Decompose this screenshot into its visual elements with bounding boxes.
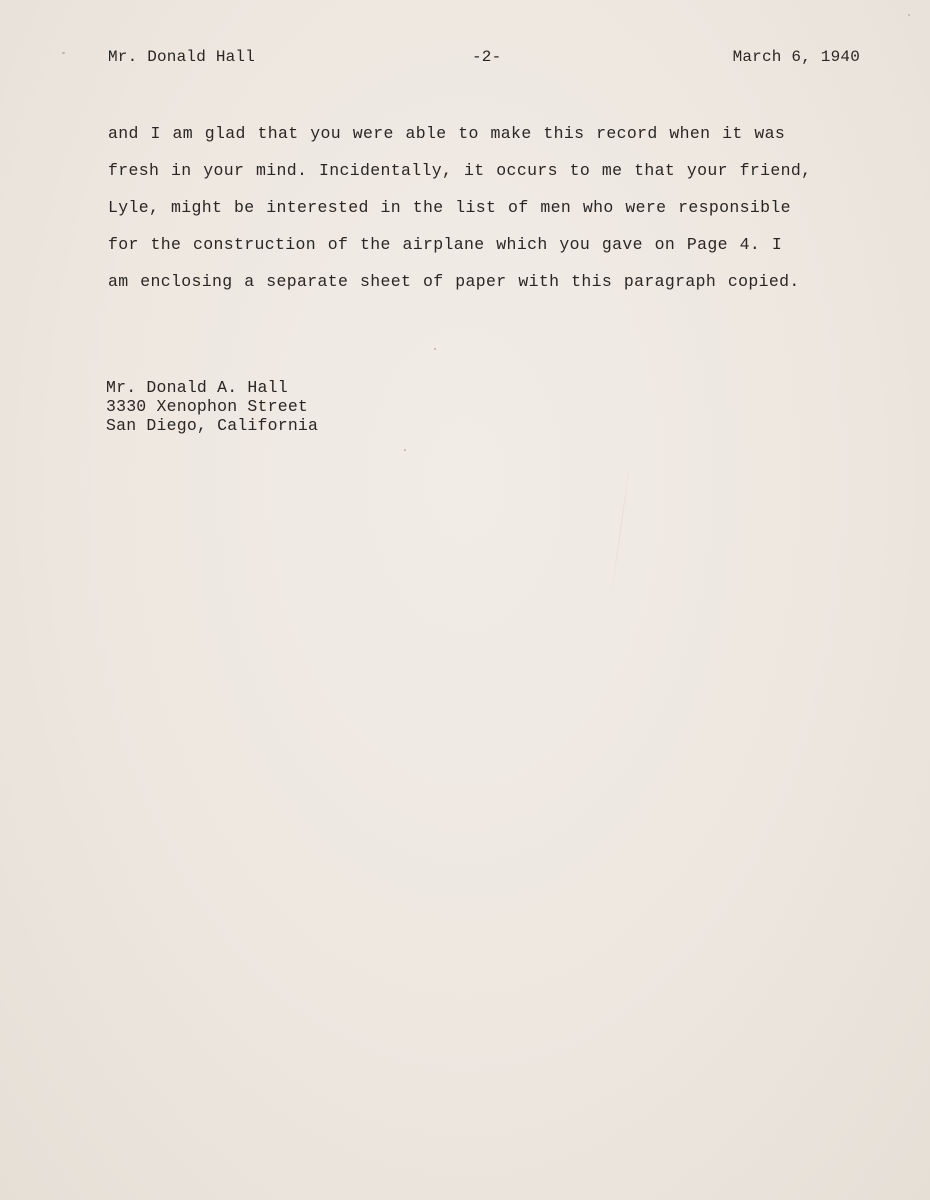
address-street: 3330 Xenophon Street <box>106 397 309 416</box>
header-recipient: Mr. Donald Hall <box>108 48 256 66</box>
letter-header <box>108 48 860 72</box>
paper-speck <box>404 449 406 451</box>
body-line: fresh in your mind. Incidentally, it occurs to me that your friend, <box>108 161 812 180</box>
paper-speck <box>908 14 910 16</box>
paper-speck <box>434 348 436 350</box>
header-date: March 6, 1940 <box>732 48 860 66</box>
address-city: San Diego, California <box>106 416 319 435</box>
paper-speck <box>62 52 65 54</box>
body-line: am enclosing a separate sheet of paper with this paragraph copied. <box>108 272 800 291</box>
paper-crease <box>612 471 630 590</box>
letter-body <box>108 122 868 307</box>
recipient-address <box>106 378 318 435</box>
body-line: and I am glad that you were able to make this record when it was <box>108 124 786 143</box>
header-page-number: -2- <box>472 48 502 66</box>
body-line: Lyle, might be interested in the list of men who were responsible <box>108 198 791 217</box>
body-line: for the construction of the airplane which you gave on Page 4. I <box>108 235 783 254</box>
address-name: Mr. Donald A. Hall <box>106 378 288 397</box>
